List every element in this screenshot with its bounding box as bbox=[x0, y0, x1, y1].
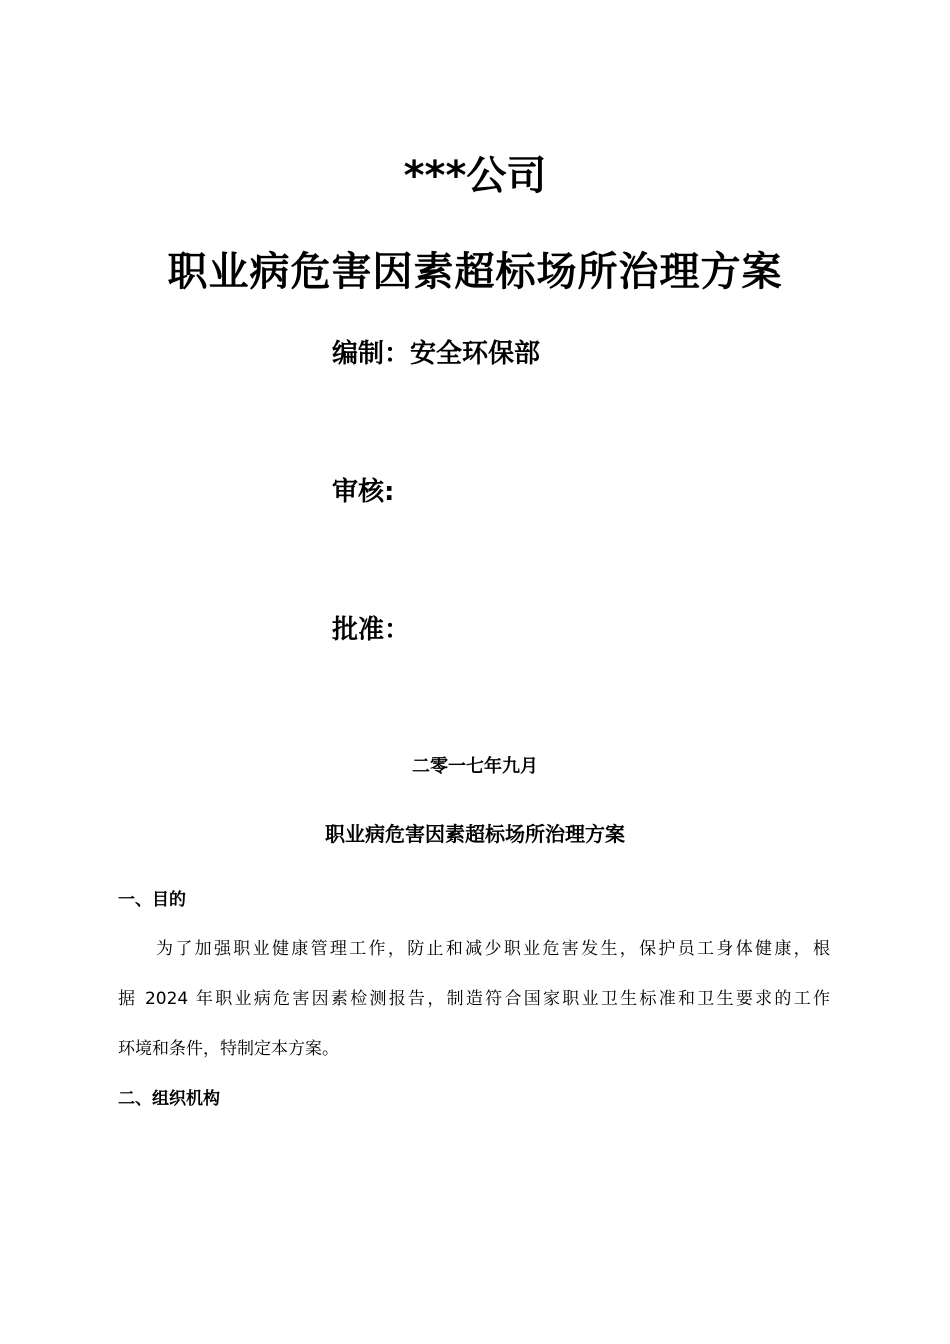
body-title: 职业病危害因素超标场所治理方案 bbox=[325, 822, 625, 846]
document-title: 职业病危害因素超标场所治理方案 bbox=[167, 249, 783, 295]
approve-field: 批准： bbox=[332, 615, 411, 645]
section-heading-purpose: 一、目的 bbox=[118, 890, 186, 910]
paragraph-line: 为了加强职业健康管理工作，防止和减少职业危害发生，保护员工身体健康，根 bbox=[156, 939, 830, 959]
company-name: ***公司 bbox=[403, 153, 547, 199]
review-field: 审核: bbox=[332, 477, 395, 507]
document-date: 二零一七年九月 bbox=[412, 756, 538, 777]
section-heading-organization: 二、组织机构 bbox=[118, 1089, 220, 1109]
paragraph-line: 据 2024 年职业病危害因素检测报告，制造符合国家职业卫生标准和卫生要求的工作 bbox=[118, 989, 830, 1009]
compiled-by-field: 编制：安全环保部 bbox=[332, 339, 541, 369]
paragraph-line: 环境和条件，特制定本方案。 bbox=[118, 1039, 339, 1059]
